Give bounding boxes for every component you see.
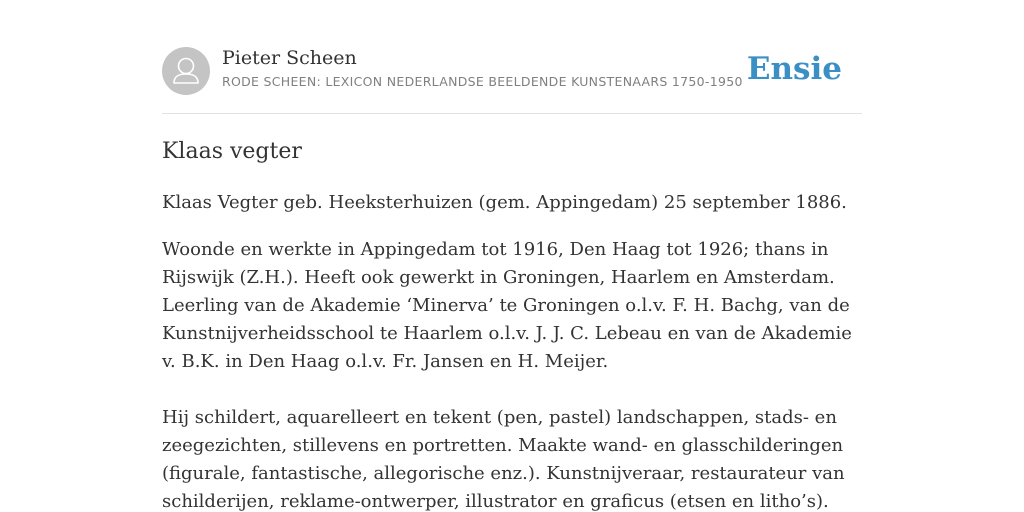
article-body [162,134,862,512]
brand-logo[interactable]: Ensie [746,51,842,87]
author-avatar [162,47,210,95]
article-paragraph: Hij schildert, aquarelleert en tekent (pen, pastel) landschappen, stads- en zeegezichten, stillevens en portretten. Maakte wand- en glasschilderingen (figurale, fantastische, allegorische enz.). Kunstnijveraar, restaurateur van schilderijen, reklame-ontwerper, illustrator en graficus (etsen en litho’s). [162,407,845,512]
article-title: Klaas vegter [162,139,302,164]
author-name[interactable]: Pieter Scheen [222,47,357,69]
article-paragraph: Woonde en werkte in Appingedam tot 1916, Den Haag tot 1926; thans in Rijswijk (Z.H.). Heeft ook gewerkt in Groningen, Haarlem en Amsterdam. Leerling van de Akademie ‘Minerva’ te Groningen o.l.v. F. H. Bachg, van de Kunstnijverheidsschool te Haarlem o.l.v. J. J. C. Lebeau en van de Akademie v. B.K. in Den Haag o.l.v. Fr. Jansen en H. Meijer. [162,239,852,372]
user-placeholder-icon [162,47,210,95]
article-header [162,46,862,114]
source-title[interactable]: RODE SCHEEN: LEXICON NEDERLANDSE BEELDENDE KUNSTENAARS 1750-1950 [222,74,743,89]
article-paragraph: Klaas Vegter geb. Heeksterhuizen (gem. Appingedam) 25 september 1886. [162,192,847,213]
